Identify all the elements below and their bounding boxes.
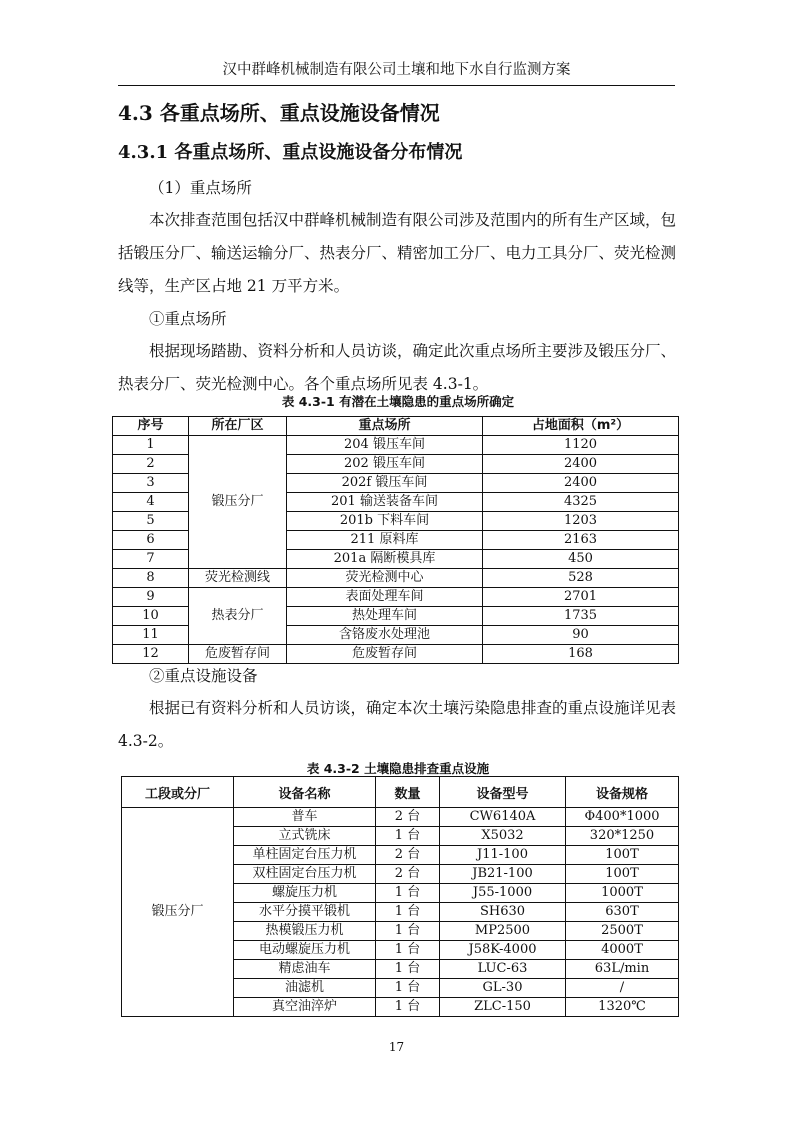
area-cell: 1120 (483, 436, 679, 455)
header-cell: 设备规格 (566, 777, 679, 808)
factory-area-cell: 锻压分厂 (189, 436, 287, 569)
key-facilities-table (121, 776, 679, 1017)
quantity: 2 台 (376, 808, 440, 827)
row-number: 9 (113, 588, 189, 607)
area-cell: 1203 (483, 512, 679, 531)
model: GL-30 (440, 979, 566, 998)
factory-area-cell: 热表分厂 (189, 588, 287, 645)
paragraph-label-key-places-sub: ①重点场所 (149, 310, 227, 328)
area-cell: 2400 (483, 474, 679, 493)
header-cell: 设备名称 (234, 777, 376, 808)
paragraph-scope: 本次排查范围包括汉中群峰机械制造有限公司涉及范围内的所有生产区域，包括锻压分厂、输送运输分厂、热表分厂、精密加工分厂、电力工具分厂、荧光检测线等，生产区占地 21 万平方米。 (118, 211, 677, 295)
spec: Φ400*1000 (566, 808, 679, 827)
place-cell: 202f 锻压车间 (287, 474, 483, 493)
place-cell: 表面处理车间 (287, 588, 483, 607)
area-cell: 4325 (483, 493, 679, 512)
model: JB21-100 (440, 865, 566, 884)
spec: / (566, 979, 679, 998)
area-cell: 168 (483, 645, 679, 664)
subsection-heading: 4.3.1 各重点场所、重点设施设备分布情况 (118, 142, 463, 163)
row-number: 4 (113, 493, 189, 512)
row-number: 1 (113, 436, 189, 455)
equipment-name: 立式铣床 (234, 827, 376, 846)
paragraph-label-key-facilities: ②重点设施设备 (149, 667, 258, 685)
place-cell: 211 原料库 (287, 531, 483, 550)
equipment-name: 螺旋压力机 (234, 884, 376, 903)
quantity: 1 台 (376, 827, 440, 846)
row-number: 7 (113, 550, 189, 569)
header-cell: 占地面积（m²） (483, 417, 679, 436)
running-header: 汉中群峰机械制造有限公司土壤和地下水自行监测方案 (118, 58, 675, 86)
spec: 320*1250 (566, 827, 679, 846)
equipment-name: 电动螺旋压力机 (234, 941, 376, 960)
equipment-name: 水平分摸平锻机 (234, 903, 376, 922)
area-cell: 450 (483, 550, 679, 569)
model: MP2500 (440, 922, 566, 941)
equipment-name: 精虑油车 (234, 960, 376, 979)
header-cell: 数量 (376, 777, 440, 808)
header-cell: 序号 (113, 417, 189, 436)
quantity: 1 台 (376, 884, 440, 903)
quantity: 2 台 (376, 846, 440, 865)
quantity: 1 台 (376, 922, 440, 941)
table-row (113, 588, 679, 607)
spec: 1000T (566, 884, 679, 903)
spec: 630T (566, 903, 679, 922)
model: CW6140A (440, 808, 566, 827)
place-cell: 热处理车间 (287, 607, 483, 626)
quantity: 1 台 (376, 960, 440, 979)
row-number: 12 (113, 645, 189, 664)
area-cell: 90 (483, 626, 679, 645)
table-header-row (122, 777, 679, 808)
place-cell: 201 输送装备车间 (287, 493, 483, 512)
row-number: 10 (113, 607, 189, 626)
table-header-row (113, 417, 679, 436)
factory-area-cell: 危废暂存间 (189, 645, 287, 664)
spec: 2500T (566, 922, 679, 941)
equipment-name: 双柱固定台压力机 (234, 865, 376, 884)
place-cell: 含铬废水处理池 (287, 626, 483, 645)
header-cell: 设备型号 (440, 777, 566, 808)
quantity: 2 台 (376, 865, 440, 884)
model: J55-1000 (440, 884, 566, 903)
row-number: 2 (113, 455, 189, 474)
header-cell: 工段或分厂 (122, 777, 234, 808)
model: X5032 (440, 827, 566, 846)
spec: 1320℃ (566, 998, 679, 1017)
model: LUC-63 (440, 960, 566, 979)
section-heading: 4.3 各重点场所、重点设施设备情况 (118, 101, 440, 125)
quantity: 1 台 (376, 979, 440, 998)
equipment-name: 热模锻压力机 (234, 922, 376, 941)
row-number: 11 (113, 626, 189, 645)
model: ZLC-150 (440, 998, 566, 1017)
header-cell: 重点场所 (287, 417, 483, 436)
equipment-name: 真空油淬炉 (234, 998, 376, 1017)
area-cell: 528 (483, 569, 679, 588)
paragraph-label-key-places: （1）重点场所 (149, 179, 252, 197)
spec: 100T (566, 865, 679, 884)
table2-caption: 表 4.3-2 土壤隐患排查重点设施 (306, 761, 490, 776)
spec: 4000T (566, 941, 679, 960)
area-cell: 1735 (483, 607, 679, 626)
model: J58K-4000 (440, 941, 566, 960)
model: SH630 (440, 903, 566, 922)
area-cell: 2701 (483, 588, 679, 607)
row-number: 8 (113, 569, 189, 588)
key-places-table (112, 416, 679, 664)
paragraph-key-places: 根据现场踏勘、资料分析和人员访谈，确定此次重点场所主要涉及锻压分厂、热表分厂、荧光检测中心。各个重点场所见表 4.3-1。 (118, 342, 677, 393)
spec: 63L/min (566, 960, 679, 979)
place-cell: 204 锻压车间 (287, 436, 483, 455)
place-cell: 荧光检测中心 (287, 569, 483, 588)
quantity: 1 台 (376, 941, 440, 960)
header-cell: 所在厂区 (189, 417, 287, 436)
section-cell: 锻压分厂 (122, 808, 234, 1017)
row-number: 3 (113, 474, 189, 493)
place-cell: 202 锻压车间 (287, 455, 483, 474)
equipment-name: 普车 (234, 808, 376, 827)
place-cell: 201a 隔断模具库 (287, 550, 483, 569)
equipment-name: 单柱固定台压力机 (234, 846, 376, 865)
quantity: 1 台 (376, 998, 440, 1017)
factory-area-cell: 荧光检测线 (189, 569, 287, 588)
equipment-name: 油滤机 (234, 979, 376, 998)
table1-caption: 表 4.3-1 有潜在土壤隐患的重点场所确定 (281, 394, 515, 409)
place-cell: 危废暂存间 (287, 645, 483, 664)
row-number: 5 (113, 512, 189, 531)
model: J11-100 (440, 846, 566, 865)
area-cell: 2163 (483, 531, 679, 550)
table-row (113, 436, 679, 455)
place-cell: 201b 下料车间 (287, 512, 483, 531)
row-number: 6 (113, 531, 189, 550)
quantity: 1 台 (376, 903, 440, 922)
page-number: 17 (388, 1040, 405, 1054)
spec: 100T (566, 846, 679, 865)
table-row (113, 569, 679, 588)
table-row (122, 808, 679, 827)
area-cell: 2400 (483, 455, 679, 474)
paragraph-key-facilities: 根据已有资料分析和人员访谈，确定本次土壤污染隐患排查的重点设施详见表 4.3-2。 (118, 699, 677, 750)
